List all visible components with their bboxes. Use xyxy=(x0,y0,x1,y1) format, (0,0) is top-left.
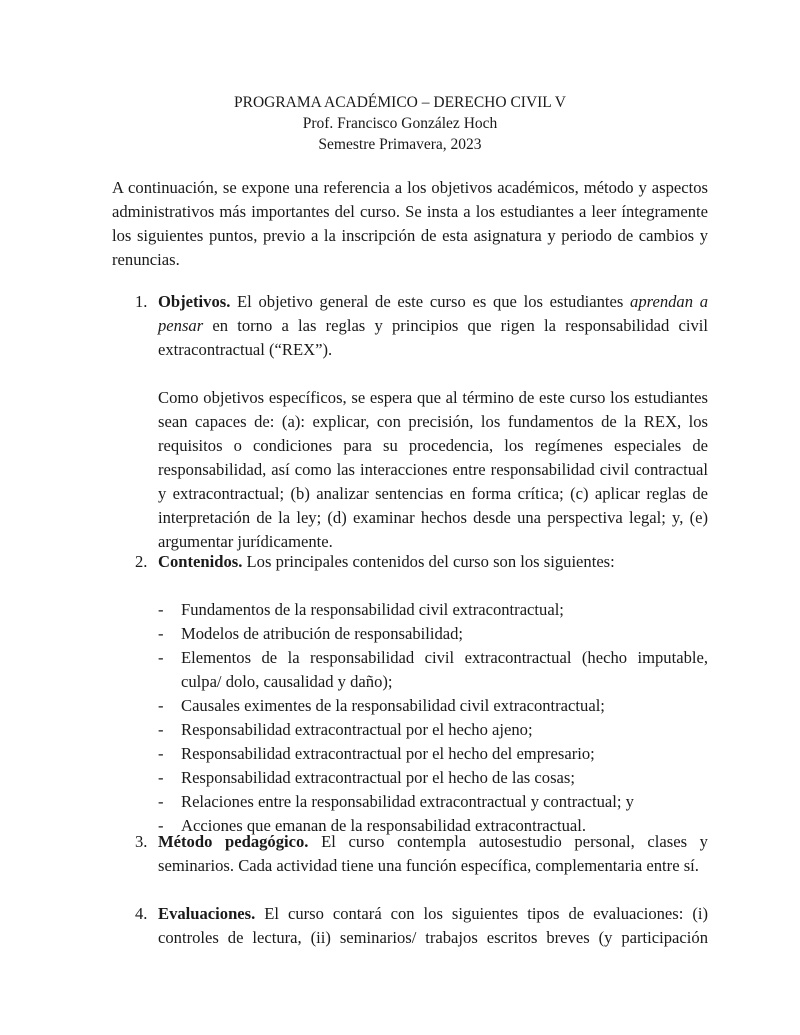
section-evaluaciones xyxy=(135,902,708,950)
contenidos-intro xyxy=(158,550,708,574)
section-number: 4. xyxy=(135,904,148,923)
list-item-text: Causales eximentes de la responsabilidad civil extracontractual; xyxy=(181,696,605,715)
list-item xyxy=(158,598,708,622)
list-item-text: Modelos de atribución de responsabilidad; xyxy=(181,624,464,643)
objetivos-especificos-paragraph: Como objetivos específicos, se espera que al término de este curso los estudiantes sean capaces de: (a): explicar, con precisión, los fundamentos de la REX, los requisitos o condiciones para su procedencia, los regímenes especiales de responsabilidad, así como las interacciones entre responsabilidad civil contractual y extracontractual; (b) analizar sentencias en forma crítica; (c) aplicar reglas de interpretación de la ley; (d) examinar hechos desde una perspectiva legal; y, (e) argumentar jurídicamente. xyxy=(158,388,708,551)
section-number: 3. xyxy=(135,832,148,851)
evaluaciones-paragraph xyxy=(158,902,708,950)
list-item xyxy=(158,622,708,646)
list-item xyxy=(158,790,708,814)
section-heading: Contenidos. xyxy=(158,552,243,571)
objetivos-text-2: en torno a las reglas y principios que rigen la responsabilidad civil extracontractual (“REX”). xyxy=(158,316,708,359)
section-number: 2. xyxy=(135,552,148,571)
section-number: 1. xyxy=(135,292,148,311)
bullet-dash: - xyxy=(158,792,164,811)
bullet-dash: - xyxy=(158,744,164,763)
objetivos-emphasis: aprendan a pensar xyxy=(158,292,708,335)
semester-label: Semestre Primavera, 2023 xyxy=(318,136,482,153)
section-heading: Método pedagógico. xyxy=(158,832,309,851)
bullet-dash: - xyxy=(158,720,164,739)
list-item-text: Fundamentos de la responsabilidad civil extracontractual; xyxy=(181,600,564,619)
metodo-text: El curso contempla autosestudio personal, clases y seminarios. Cada actividad tiene una función específica, complementaria entre sí. xyxy=(158,832,708,875)
list-item xyxy=(158,646,708,694)
bullet-dash: - xyxy=(158,696,164,715)
intro-paragraph xyxy=(112,176,708,272)
section-contenidos xyxy=(135,550,708,838)
list-item xyxy=(158,742,708,766)
list-item-text: Responsabilidad extracontractual por el hecho del empresario; xyxy=(181,744,595,763)
list-item-text: Acciones que emanan de la responsabilidad extracontractual. xyxy=(181,816,586,835)
list-item xyxy=(158,694,708,718)
bullet-dash: - xyxy=(158,816,164,835)
bullet-dash: - xyxy=(158,768,164,787)
list-item xyxy=(158,718,708,742)
list-item-text: Responsabilidad extracontractual por el hecho ajeno; xyxy=(181,720,533,739)
professor-name: Prof. Francisco González Hoch xyxy=(302,115,498,132)
evaluaciones-text: El curso contará con los siguientes tipos de evaluaciones: (i) controles de lectura, (ii) seminarios/ trabajos escritos breves (y participación xyxy=(158,904,708,947)
section-metodo-pedagogico xyxy=(135,830,708,878)
list-item xyxy=(158,766,708,790)
document-title: PROGRAMA ACADÉMICO – DERECHO CIVIL V xyxy=(234,94,566,111)
list-item-text: Responsabilidad extracontractual por el hecho de las cosas; xyxy=(181,768,575,787)
bullet-dash: - xyxy=(158,624,164,643)
section-heading: Objetivos. xyxy=(158,292,231,311)
section-objetivos xyxy=(135,290,708,554)
list-item-text: Relaciones entre la responsabilidad extracontractual y contractual; y xyxy=(181,792,634,811)
bullet-dash: - xyxy=(158,648,164,667)
objetivos-general-paragraph xyxy=(158,290,708,362)
objetivos-text-1: El objetivo general de este curso es que los estudiantes xyxy=(230,292,631,311)
metodo-paragraph xyxy=(158,830,708,878)
list-item-text: Elementos de la responsabilidad civil extracontractual (hecho imputable, culpa/ dolo, causalidad y daño); xyxy=(181,648,708,691)
bullet-dash: - xyxy=(158,600,164,619)
contenidos-list xyxy=(158,598,708,838)
section-heading: Evaluaciones. xyxy=(158,904,256,923)
document-header xyxy=(0,92,800,155)
intro-text: A continuación, se expone una referencia a los objetivos académicos, método y aspectos administrativos más importantes del curso. Se insta a los estudiantes a leer íntegramente los siguientes puntos, previo a la inscripción de esta asignatura y periodo de cambios y renuncias. xyxy=(112,178,708,269)
contenidos-text: Los principales contenidos del curso son los siguientes: xyxy=(242,552,615,571)
